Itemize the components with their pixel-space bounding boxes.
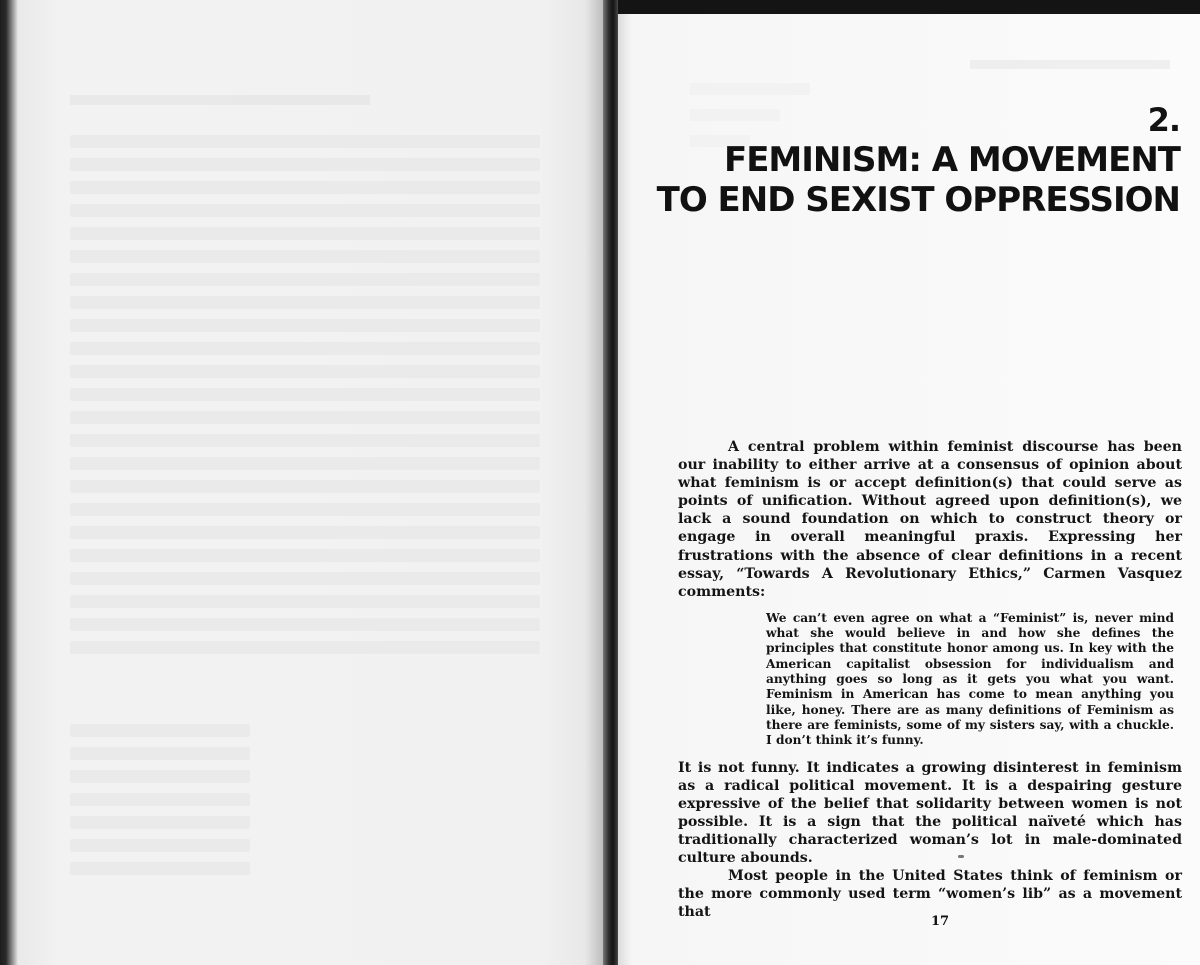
chapter-title-line-1: FEMINISM: A MOVEMENT: [723, 140, 1180, 180]
left-page-bleed-through: [70, 95, 540, 885]
page-top-edge: [618, 0, 1200, 14]
chapter-number: 2.: [1147, 101, 1180, 139]
paragraph-2: It is not funny. It indicates a growing disinterest in feminism as a radical political movement. It is a despairing gesture expressive of the belief that solidarity between women is not possible. It is a sign that the political naïveté which has traditionally characterized woman’s lot in male-dominated culture abounds.: [678, 759, 1182, 866]
chapter-heading: [657, 100, 1180, 220]
block-quote: We can’t even agree on what a “Feminist” is, never mind what she would believe in and how she defines the principles that constitute honor among us. In key with the American capitalist obsession for individualism and anything goes so long as it gets you what you want. Feminism in American has come to mean anything you like, honey. There are as many definitions of Feminism as there are feminists, some of my sisters say, with a chuckle. I don’t think it’s funny.: [766, 610, 1174, 748]
page-number: 17: [931, 914, 950, 929]
paragraph-3: Most people in the United States think of feminism or the more commonly used term “women’s lib” as a movement that: [678, 868, 1182, 921]
print-speck: [958, 855, 964, 858]
paragraph-1: A central problem within feminist discourse has been our inability to either arrive at a consensus of opinion about what feminism is or accept definition(s) that could serve as points of unification. Without agreed upon definition(s), we lack a sound foundation on which to construct theory or engage in overall meaningful praxis. Expressing her frustrations with the absence of clear definitions in a recent essay, “Towards A Revolutionary Ethics,” Carmen Vasquez comments:: [678, 439, 1182, 600]
chapter-title-line-2: TO END SEXIST OPPRESSION: [656, 180, 1180, 220]
body-text: [678, 438, 1182, 921]
